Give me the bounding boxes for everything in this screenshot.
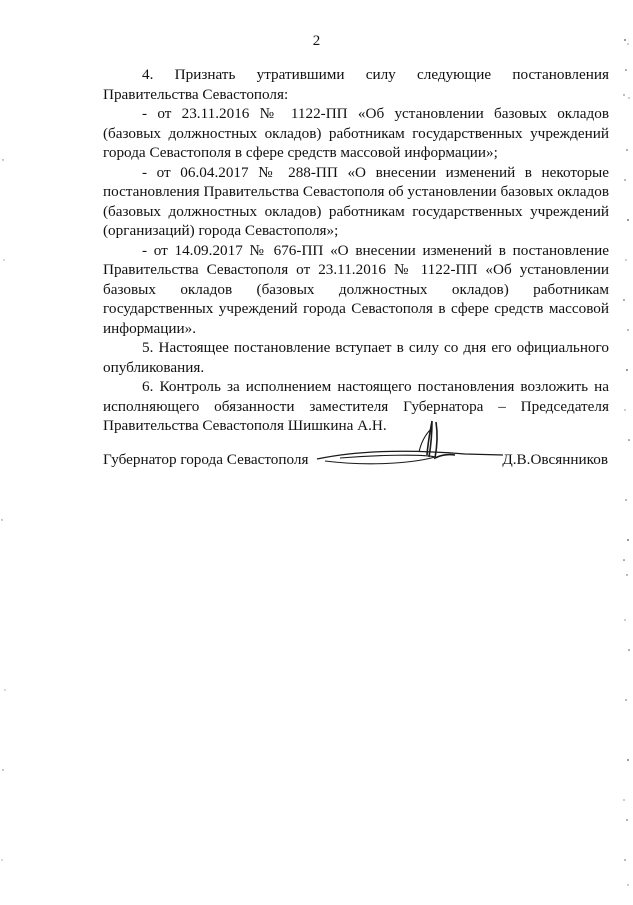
signature-block	[103, 451, 608, 475]
signatory-position: Губернатор города Севастополя	[103, 451, 309, 468]
repealed-resolution-676: - от 14.09.2017 № 676-ПП «О внесении изменений в постановление Правительства Севастополя от 23.11.2016 № 1122-ПП «Об установлении базовых окладов (базовых должностных окладов) работникам государственных учреждений города Севастополя в сфере средств массовой информации».	[103, 241, 609, 337]
page-number: 2	[312, 33, 321, 49]
handwritten-signature-icon	[315, 419, 505, 471]
scan-noise-left-edge	[0, 0, 14, 905]
signatory-name: Д.В.Овсянников	[502, 451, 608, 468]
repealed-resolution-1122: - от 23.11.2016 № 1122-ПП «Об установлении базовых окладов (базовых должностных окладов) работникам государственных учреждений города Севастополя в сфере средств массовой информации»;	[103, 105, 609, 161]
repealed-resolution-288: - от 06.04.2017 № 288-ПП «О внесении изменений в некоторые постановления Правительства Севастополя об установлении базовых окладов (базовых должностных окладов) работникам государственных учреждений (организаций) города Севастополя»;	[103, 163, 609, 239]
document-body	[103, 65, 609, 436]
paragraph-item-6: 6. Контроль за исполнением настоящего постановления возложить на исполняющего обязанности заместителя Губернатора – Председателя Правительства Севастополя Шишкина А.Н.	[103, 378, 609, 434]
paragraph-item-4: 4. Признать утратившими силу следующие постановления Правительства Севастополя:	[103, 66, 609, 103]
paragraph-item-5: 5. Настоящее постановление вступает в силу со дня его официального опубликования.	[103, 339, 609, 376]
scan-noise-right-edge	[619, 0, 633, 905]
